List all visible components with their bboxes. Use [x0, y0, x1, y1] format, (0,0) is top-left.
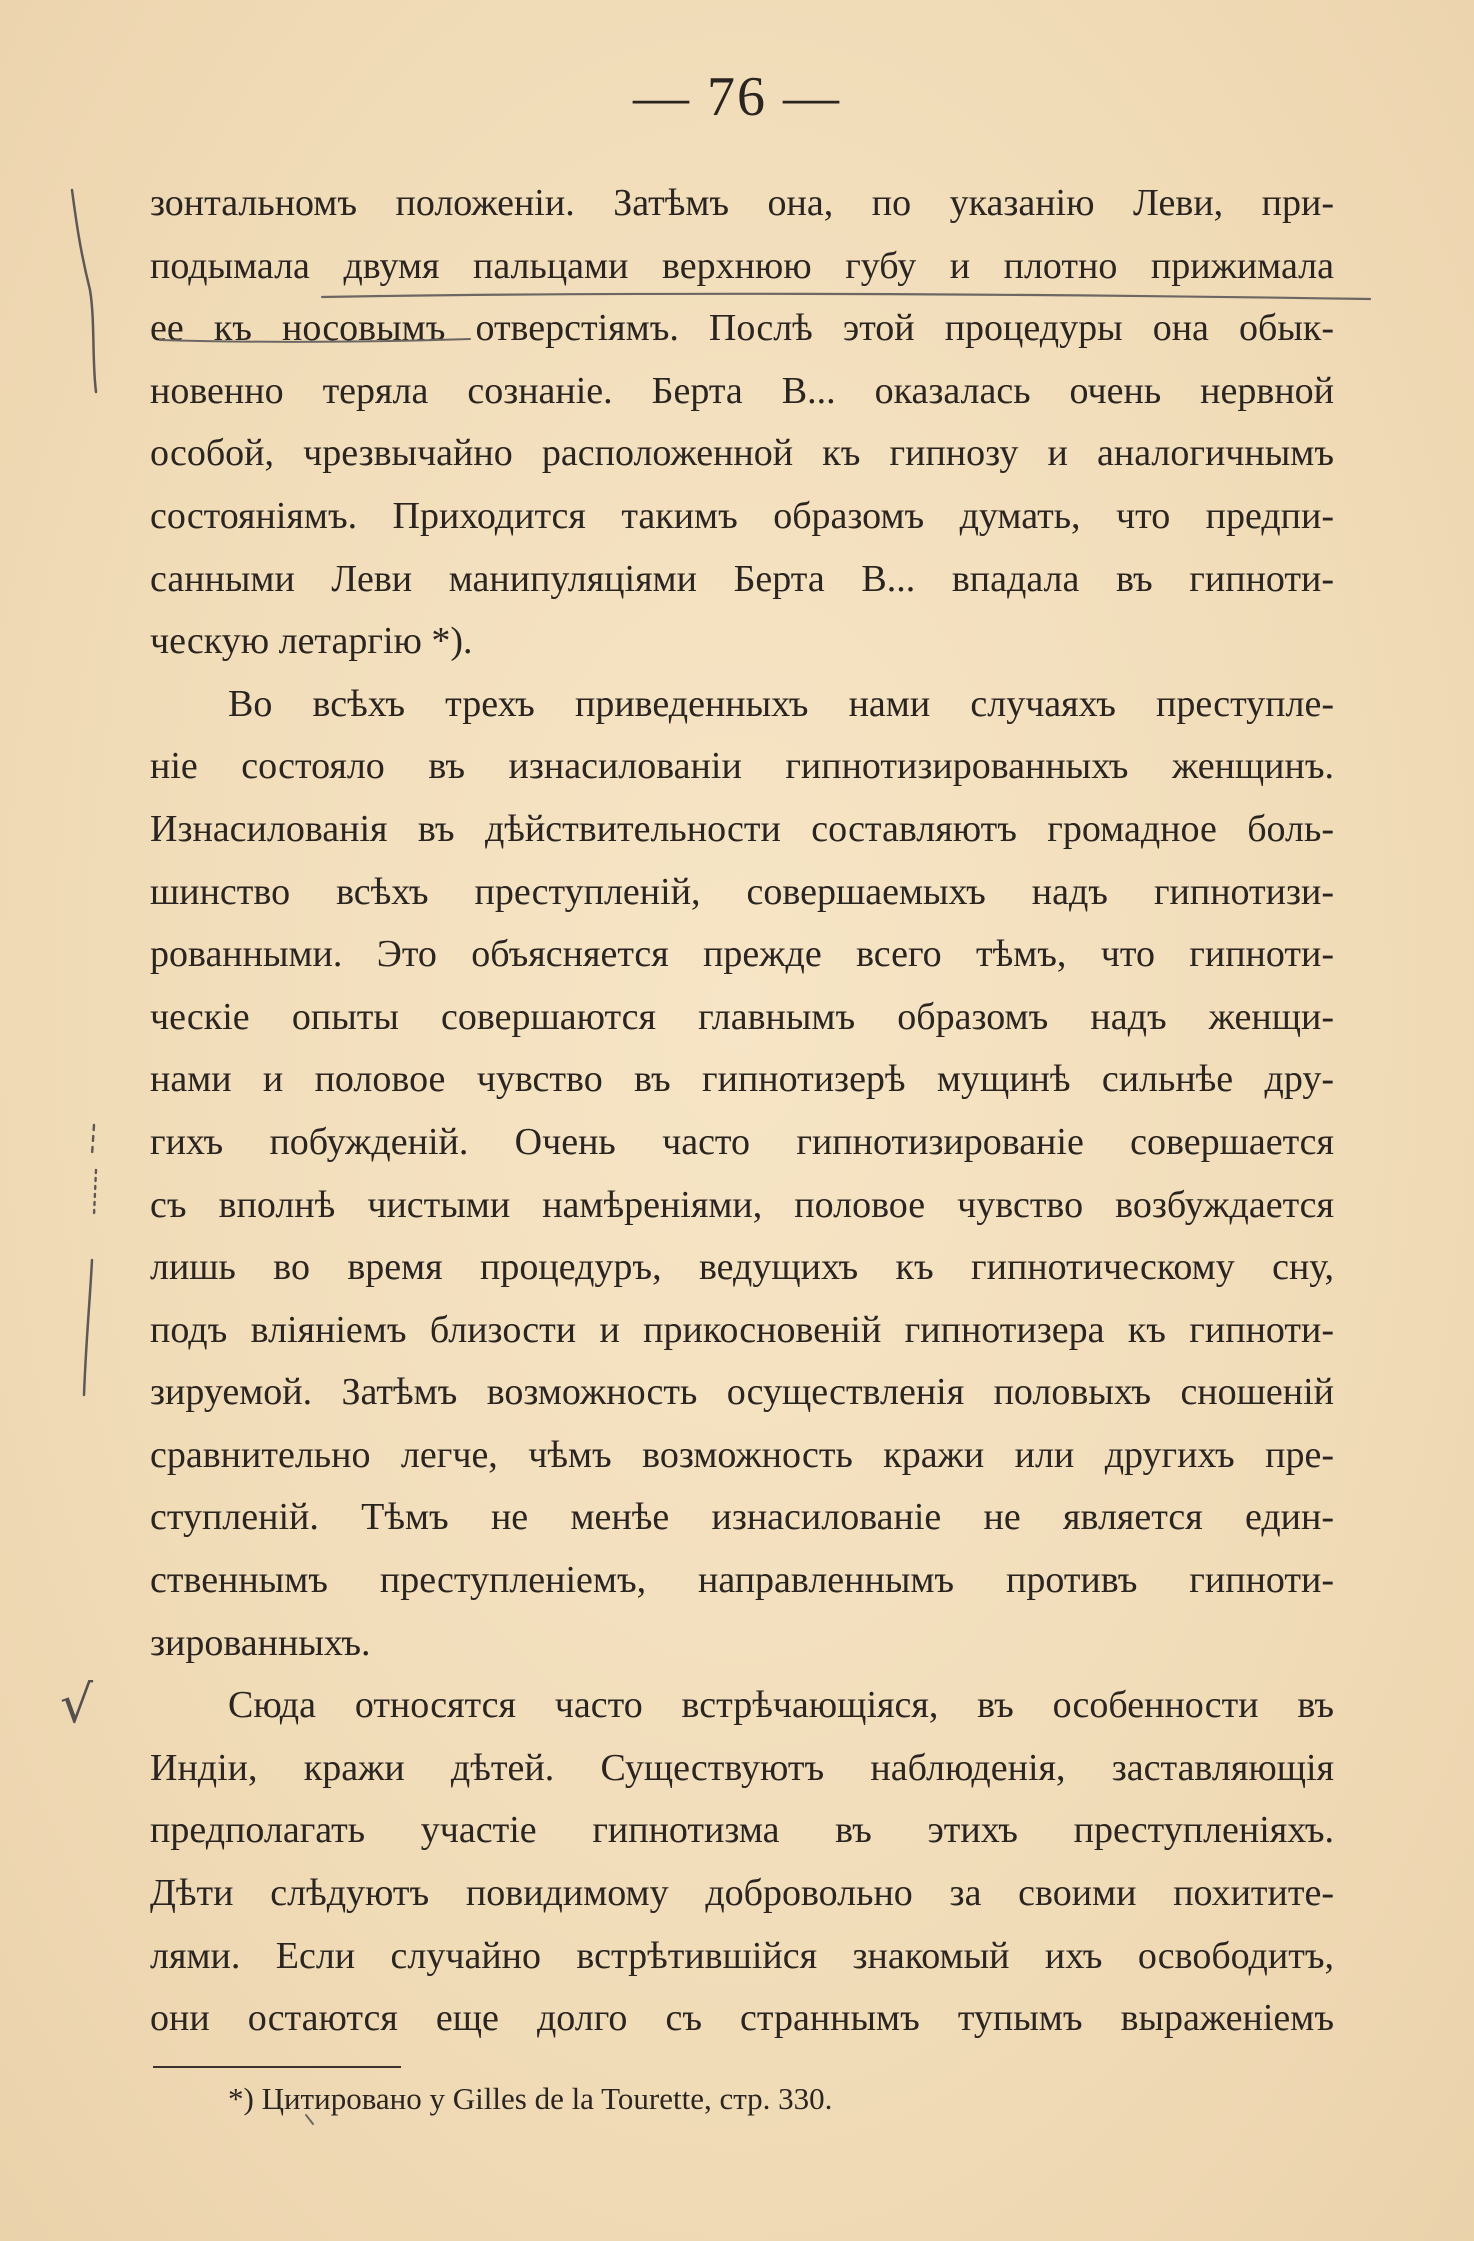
text-line: ческую летаргiю *).	[150, 620, 473, 663]
footnote: *) Цитировано у Gilles de la Tourette, стр. 330.	[228, 2081, 833, 2116]
text-line: ческiе опыты совершаются главнымъ образомъ надъ женщи-	[150, 995, 1334, 1038]
text-line: особой, чрезвычайно расположенной къ гипнозу и аналогичнымъ	[150, 432, 1334, 475]
text-line: Сюда относятся часто встрѣчающiяся, въ особенности въ	[228, 1684, 1334, 1727]
text-line: сравнительно легче, чѣмъ возможность кражи или другихъ пре-	[150, 1433, 1334, 1476]
text-line: зированныхъ.	[150, 1621, 371, 1664]
text-line: рованными. Это объясняется прежде всего тѣмъ, что гипноти-	[150, 933, 1334, 976]
text-line: предполагать участiе гипнотизма въ этихъ преступленiяхъ.	[150, 1809, 1334, 1852]
text-line: лями. Если случайно встрѣтившiйся знакомый ихъ освободитъ,	[150, 1934, 1334, 1977]
text-line: новенно теряла сознанiе. Берта В... оказалась очень нервной	[150, 369, 1334, 412]
text-line: нiе состояло въ изнасилованiи гипнотизированныхъ женщинъ.	[150, 745, 1334, 788]
text-line: съ вполнѣ чистыми намѣренiями, половое чувство возбуждается	[150, 1183, 1334, 1226]
text-line: ступленiй. Тѣмъ не менѣе изнасилованiе не является един-	[150, 1496, 1334, 1539]
pencil-margin-line	[94, 1170, 96, 1215]
text-line: нами и половое чувство въ гипнотизерѣ мущинѣ сильнѣе дру-	[150, 1058, 1334, 1101]
checkmark-icon: √	[60, 1675, 94, 1735]
text-line: шинство всѣхъ преступленiй, совершаемыхъ надъ гипнотизи-	[150, 870, 1334, 913]
text-line: подъ влiянiемъ близости и прикосновенiй гипнотизера къ гипноти-	[150, 1308, 1334, 1351]
text-line: ее къ носовымъ отверстiямъ. Послѣ этой процедуры она обык-	[150, 307, 1334, 350]
text-line: гихъ побужденiй. Очень часто гипнотизированiе совершается	[150, 1120, 1334, 1163]
text-line: лишь во время процедуръ, ведущихъ къ гипнотическому сну,	[150, 1246, 1334, 1289]
page-number: — 76 —	[633, 66, 841, 128]
text-line: состоянiямъ. Приходится такимъ образомъ думать, что предпи-	[150, 494, 1334, 537]
pencil-margin-line	[84, 1260, 92, 1395]
text-line: Изнасилованiя въ дѣйствительности составляютъ громадное боль-	[150, 807, 1334, 850]
text-line: Во всѣхъ трехъ приведенныхъ нами случаяхъ преступле-	[228, 682, 1334, 725]
text-line: подымала двумя пальцами верхнюю губу и плотно прижимала	[150, 244, 1334, 287]
text-line: зируемой. Затѣмъ возможность осуществленiя половыхъ сношенiй	[150, 1371, 1334, 1414]
text-line: они остаются еще долго съ страннымъ тупымъ выраженiемъ	[150, 1997, 1334, 2040]
text-line: ственнымъ преступленiемъ, направленнымъ противъ гипноти-	[150, 1559, 1334, 1602]
pencil-margin-line	[92, 1125, 94, 1155]
text-line: санными Леви манипуляцiями Берта В... впадала въ гипноти-	[150, 557, 1334, 600]
pencil-margin-line	[72, 190, 96, 392]
text-line: Индiи, кражи дѣтей. Существуютъ наблюденiя, заставляющiя	[150, 1746, 1334, 1789]
text-line: Дѣти слѣдуютъ повидимому добровольно за своими похитите-	[150, 1872, 1334, 1915]
footnote-divider	[153, 2066, 401, 2068]
text-line: зонтальномъ положенiи. Затѣмъ она, по указанiю Леви, при-	[150, 182, 1334, 224]
body-text	[150, 172, 1334, 2050]
